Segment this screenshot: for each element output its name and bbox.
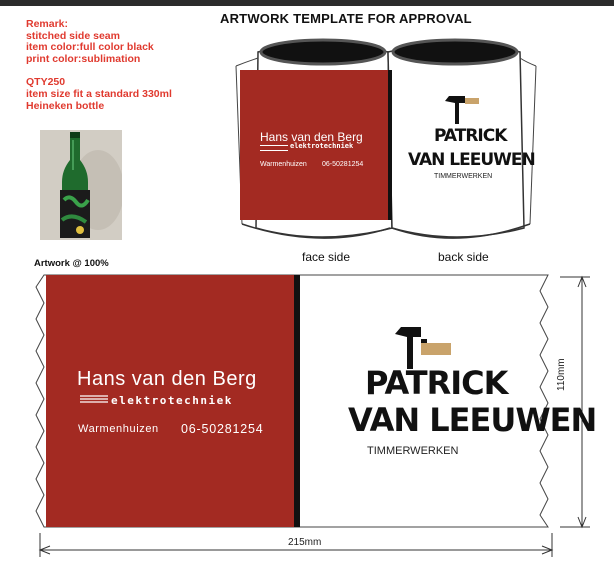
remark-heading: Remark:	[26, 18, 69, 30]
mock-speed-lines	[260, 145, 288, 151]
mock-face-name: Hans van den Berg	[260, 130, 363, 144]
remark-size-line: Heineken bottle	[26, 99, 105, 112]
remark-size-line: item size fit a standard 330ml	[26, 87, 172, 100]
back-line2: VAN LEEUWEN	[348, 401, 597, 439]
mock-back-line2: VAN LEEUWEN	[408, 150, 535, 170]
back-line1: PATRICK	[365, 364, 508, 402]
height-dimension: 110mm	[556, 358, 567, 391]
bottle-photo	[40, 130, 122, 240]
panel-divider	[294, 275, 300, 527]
top-bar	[0, 0, 614, 6]
face-phone: 06-50281254	[181, 422, 264, 436]
artwork-template	[0, 265, 614, 570]
face-name: Hans van den Berg	[77, 368, 257, 390]
mock-back-tagline: TIMMERWERKEN	[434, 173, 493, 180]
back-side-label: back side	[438, 250, 489, 264]
mock-face-city: Warmenhuizen	[260, 161, 307, 168]
face-side-label: face side	[302, 250, 351, 264]
remark-qty: QTY250	[26, 76, 66, 89]
mock-back-line1: PATRICK	[434, 126, 507, 146]
back-tagline: TIMMERWERKEN	[367, 445, 459, 457]
remarks-block	[26, 19, 172, 112]
width-dimension: 215mm	[288, 537, 322, 548]
remark-line: item color:full color black	[26, 41, 154, 54]
face-subtitle: elektrotechniek	[111, 394, 233, 407]
mock-face-phone: 06-50281254	[322, 161, 364, 168]
mock-face-subtitle: elektrotechniek	[290, 142, 354, 150]
page-title: ARTWORK TEMPLATE FOR APPROVAL	[220, 11, 472, 26]
face-city: Warmenhuizen	[78, 423, 159, 435]
cozie-mockup	[230, 38, 550, 264]
artwork-label: Artwork @ 100%	[34, 258, 109, 269]
remark-line: print color:sublimation	[26, 52, 141, 65]
bottle-illustration	[40, 130, 122, 240]
remark-line: stitched side seam	[26, 29, 120, 42]
